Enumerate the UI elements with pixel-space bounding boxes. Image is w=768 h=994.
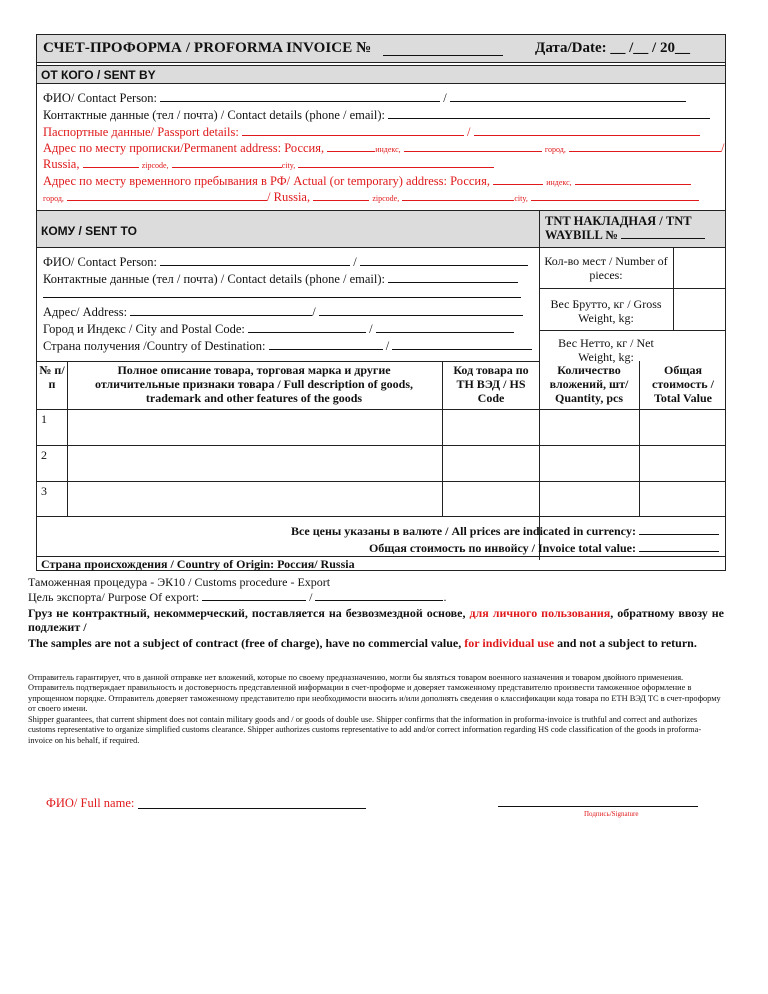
en-statement-part-a: The samples are not a subject of contract (free of charge), have no commercial value, [28, 636, 462, 650]
col-quantity-header: Количество вложений, шт/ Quantity, pcs [549, 363, 629, 405]
customs-procedure: Таможенная процедура - ЭК10 / Customs procedure - Export [28, 575, 331, 589]
table-row[interactable]: 3 [41, 484, 47, 498]
invoice-total-label: Общая стоимость по инвойсу / Invoice total value: [368, 541, 636, 555]
invoice-number-field[interactable] [383, 55, 503, 56]
recipient-address-label: Адрес/ Address: [43, 305, 128, 319]
table-row[interactable]: 1 [41, 412, 47, 426]
en-statement-individual-use: for individual use [464, 636, 555, 650]
pieces-field[interactable] [541, 254, 671, 282]
sender-passport[interactable]: Паспортные данные/ Passport details: / [43, 125, 700, 140]
ru-statement-part-b: , обратному ввозу не подлежит / [28, 606, 724, 634]
city-ru-label: город, [544, 145, 566, 154]
pieces-label: Кол-во мест / Number of pieces: [544, 254, 668, 282]
recipient-contact-person-label: ФИО/ Contact Person: [43, 255, 158, 269]
sender-contact-details-label: Контактные данные (тел / почта) / Contact details (phone / email): [43, 108, 385, 122]
recipient-address[interactable]: Адрес/ Address: / [43, 305, 523, 320]
english-statement [28, 636, 724, 650]
currency-label: Все цены указаны в валюте / All prices are indicated in currency: [290, 524, 636, 538]
sender-temporary-address[interactable] [43, 174, 691, 189]
col-description-header: Полное описание товара, торговая марка и другие отличительные признаки товара / Full description of goods, trademark and other features of the goods [94, 363, 413, 405]
recipient-contact-details-label: Контактные данные (тел / почта) / Contact details (phone / email): [43, 272, 385, 286]
city-label: city, [281, 161, 296, 170]
table-row[interactable]: 2 [41, 448, 47, 462]
recipient-city-postal[interactable]: Город и Индекс / City and Postal Code: / [43, 322, 514, 337]
russia-label-2: / Russia, [267, 190, 311, 204]
net-weight-label: Вес Нетто, кг / Net Weight, kg: [558, 336, 654, 364]
sender-permanent-address-label: Адрес по месту прописки/Permanent address: Россия, [43, 141, 325, 155]
russia-label: Russia, [43, 157, 80, 171]
city-label-2: city, [514, 194, 528, 203]
sent-by-band [37, 65, 725, 84]
col-hs-code-header: Код товара по ТН ВЭД / HS Code [453, 363, 529, 405]
sender-permanent-address[interactable]: Адрес по месту прописки/Permanent address: Россия, индекс, город, / [43, 141, 725, 155]
recipient-contact-details[interactable] [43, 272, 518, 287]
col-total-header: Общая стоимость / Total Value [652, 363, 714, 405]
invoice-header [37, 35, 725, 63]
invoice-date[interactable]: Дата/Date: __ /__ / 20__ [535, 40, 690, 56]
sender-permanent-address-en[interactable] [43, 157, 494, 172]
sender-contact-person-label: ФИО/ Contact Person: [43, 91, 158, 105]
recipient-city-postal-label: Город и Индекс / City and Postal Code: [43, 322, 245, 336]
signature-label: Подпись/Signature [584, 810, 639, 818]
index-label-2: индекс, [546, 178, 572, 187]
declaration-english: Shipper guarantees, that current shipment does not contain military goods and / or goods of double use. Shipper confirms that the information in proforma-invoice is truthful and correct and authorizes customs representative to organize simplified customs clearance. Shipper authorizes customs representative to add and/or correct information regarding HS code classification of the goods in proforma-invoice on his behalf, if required. [28, 715, 702, 745]
country-of-origin: Страна происхождения / Country of Origin: Россия/ Russia [41, 557, 355, 571]
declaration-russian: Отправитель гарантирует, что в данной отправке нет вложений, которые по своему предназначению, могли бы являться товаром военного назначения и товаром двойного применения. Отправитель подтверждает правильность и достоверность представленной информации в счет-проформе и доверяет таможенному представителю произвести таможенное оформление в упрощенном порядке. Отправитель доверяет таможенному представителю при необходимости вносить и/или дополнять сведения о классификации кода товара по ЕТН ВЭД ТС в счет-проформу от своего имени. [28, 673, 721, 714]
full-name-label: ФИО/ Full name: [46, 796, 135, 810]
purpose-label: Цель экспорта/ Purpose Of export: [28, 590, 200, 604]
net-weight-field[interactable] [541, 336, 671, 364]
tnt-waybill-label: TNT НАКЛАДНАЯ / TNT WAYBILL № [545, 214, 692, 242]
tnt-waybill[interactable] [541, 214, 725, 242]
signature-field[interactable] [498, 806, 698, 807]
full-name-field[interactable] [138, 808, 366, 809]
gross-weight-label: Вес Брутто, кг / Gross Weight, kg: [550, 297, 662, 325]
invoice-title: СЧЕТ-ПРОФОРМА / PROFORMA INVOICE № [43, 40, 372, 56]
recipient-country[interactable]: Страна получения /Country of Destination: / [43, 339, 532, 354]
recipient-contact-person[interactable]: ФИО/ Contact Person: / [43, 255, 528, 270]
sender-temporary-address-label: Адрес по месту временного пребывания в РФ/ Actual (or temporary) address: Россия, [43, 174, 490, 188]
sent-to-heading: КОМУ / SENT TO [41, 224, 137, 238]
en-statement-part-b: and not a subject to return. [557, 636, 697, 650]
zipcode-label: zipcode, [141, 161, 169, 170]
col-no-header: № п/п [39, 363, 65, 391]
zipcode-label-2: zipcode, [372, 194, 400, 203]
purpose-of-export[interactable]: Цель экспорта/ Purpose Of export: / . [28, 590, 447, 604]
recipient-extra-line[interactable] [43, 287, 521, 302]
index-label: индекс, [375, 145, 401, 154]
city-ru-label-2: город, [43, 194, 64, 203]
recipient-country-label: Страна получения /Country of Destination: [43, 339, 266, 353]
sender-contact-details[interactable] [43, 108, 710, 123]
invoice-total-line[interactable] [369, 541, 719, 556]
russian-statement [28, 606, 724, 634]
currency-line[interactable] [291, 524, 719, 539]
invoice-frame [36, 34, 726, 571]
sender-temporary-address-en[interactable] [43, 190, 699, 205]
ru-statement-part-a: Груз не контрактный, некоммерческий, поставляется на безвозмездной основе, [28, 606, 466, 620]
ru-statement-personal-use: для личного пользования [469, 606, 611, 620]
sent-by-heading: ОТ КОГО / SENT BY [41, 68, 156, 82]
sender-contact-person[interactable]: ФИО/ Contact Person: / [43, 91, 686, 106]
sender-passport-label: Паспортные данные/ Passport details: [43, 125, 239, 139]
gross-weight-field[interactable] [541, 297, 671, 325]
